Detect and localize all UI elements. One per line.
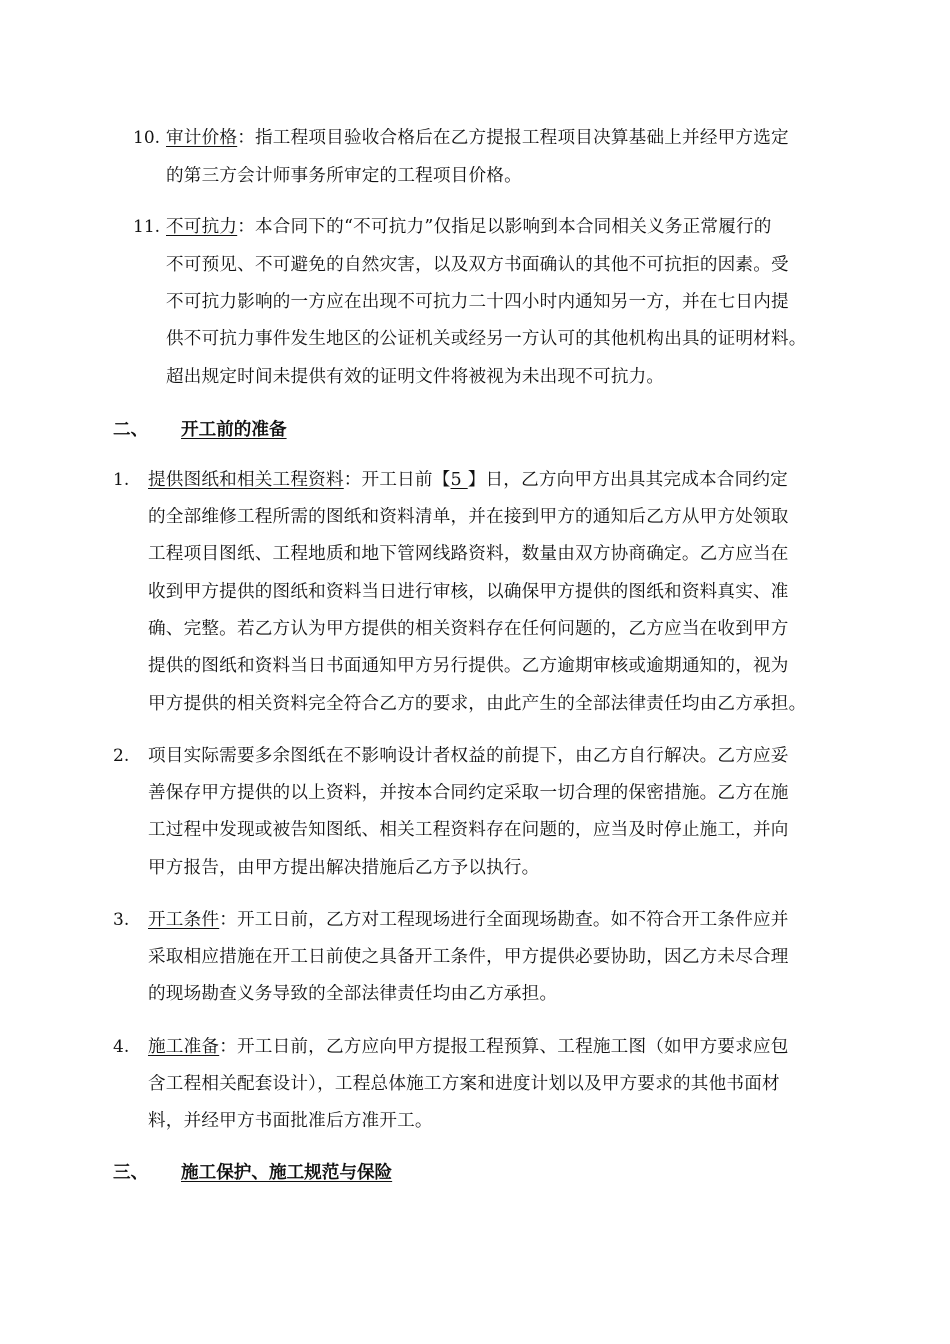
clause-line (166, 127, 789, 149)
clause-line: 采取相应措施在开工日前使之具备开工条件，甲方提供必要协助，因乙方未尽合理 (148, 947, 789, 967)
clause-line (148, 469, 788, 491)
clause-line: 项目实际需要多余图纸在不影响设计者权益的前提下，由乙方自行解决。乙方应妥 (148, 746, 789, 766)
clause-line: 确、完整。若乙方认为甲方提供的相关资料存在任何问题的，乙方应当在收到甲方 (148, 619, 789, 639)
clause-line: 的第三方会计师事务所审定的工程项目价格。 (166, 166, 522, 186)
clause-line: 甲方报告，由甲方提出解决措施后乙方予以执行。 (148, 858, 540, 878)
clause-line: 料，并经甲方书面批准后方准开工。 (148, 1111, 433, 1131)
clause-number: 1. (113, 470, 130, 490)
clause-term: 提供图纸和相关工程资料 (148, 470, 344, 490)
clause-line (148, 1036, 789, 1058)
clause-number: 4. (113, 1037, 130, 1057)
clause-text: 】日，乙方向甲方出具其完成本合同约定 (467, 470, 788, 490)
section-title: 开工前的准备 (181, 419, 287, 440)
clause-number: 11. (133, 217, 161, 237)
clause-line: 的全部维修工程所需的图纸和资料清单，并在接到甲方的通知后乙方从甲方处领取 (148, 507, 789, 527)
clause-line: 不可预见、不可避免的自然灾害，以及双方书面确认的其他不可抗拒的因素。受 (166, 255, 789, 275)
clause-line: 供不可抗力事件发生地区的公证机关或经另一方认可的其他机构出具的证明材料。 (166, 329, 807, 349)
clause-term: 施工准备 (148, 1037, 220, 1057)
clause-term: 审计价格 (166, 128, 238, 148)
clause-line: 善保存甲方提供的以上资料，并按本合同约定采取一切合理的保密措施。乙方在施 (148, 783, 789, 803)
clause-line: 含工程相关配套设计），工程总体施工方案和进度计划以及甲方要求的其他书面材 (148, 1074, 780, 1094)
clause-term: 不可抗力 (166, 217, 238, 237)
clause-number: 2. (113, 746, 130, 766)
clause-term: 开工条件 (148, 910, 220, 930)
clause-line (148, 909, 789, 931)
clause-line: 工过程中发现或被告知图纸、相关工程资料存在问题的，应当及时停止施工，并向 (148, 820, 789, 840)
clause-line: 甲方提供的相关资料完全符合乙方的要求，由此产生的全部法律责任均由乙方承担。 (148, 694, 807, 714)
clause-line: 收到甲方提供的图纸和资料当日进行审核，以确保甲方提供的图纸和资料真实、准 (148, 582, 789, 602)
clause-text: ：开工日前，乙方应向甲方提报工程预算、工程施工图（如甲方要求应包 (219, 1037, 789, 1057)
section-mark: 三、 (113, 1162, 149, 1183)
clause-text: ：开工日前，乙方对工程现场进行全面现场勘查。如不符合开工条件应并 (219, 910, 789, 930)
clause-text: ：指工程项目验收合格后在乙方提报工程项目决算基础上并经甲方选定 (237, 128, 789, 148)
clause-number: 3. (113, 910, 130, 930)
clause-line: 不可抗力影响的一方应在出现不可抗力二十四小时内通知另一方，并在七日内提 (166, 292, 789, 312)
clause-line: 工程项目图纸、工程地质和地下管网线路资料，数量由双方协商确定。乙方应当在 (148, 544, 789, 564)
section-mark: 二、 (113, 419, 149, 440)
clause-number: 10. (133, 128, 161, 148)
clause-text: ：本合同下的“不可抗力”仅指足以影响到本合同相关义务正常履行的 (237, 217, 772, 237)
days-value: 5 (450, 470, 468, 490)
section-title: 施工保护、施工规范与保险 (181, 1162, 393, 1183)
clause-text: ：开工日前【 (343, 470, 451, 490)
clause-line: 超出规定时间未提供有效的证明文件将被视为未出现不可抗力。 (166, 367, 665, 387)
clause-line (166, 216, 772, 238)
clause-line: 的现场勘查义务导致的全部法律责任均由乙方承担。 (148, 984, 558, 1004)
clause-line: 提供的图纸和资料当日书面通知甲方另行提供。乙方逾期审核或逾期通知的，视为 (148, 656, 789, 676)
